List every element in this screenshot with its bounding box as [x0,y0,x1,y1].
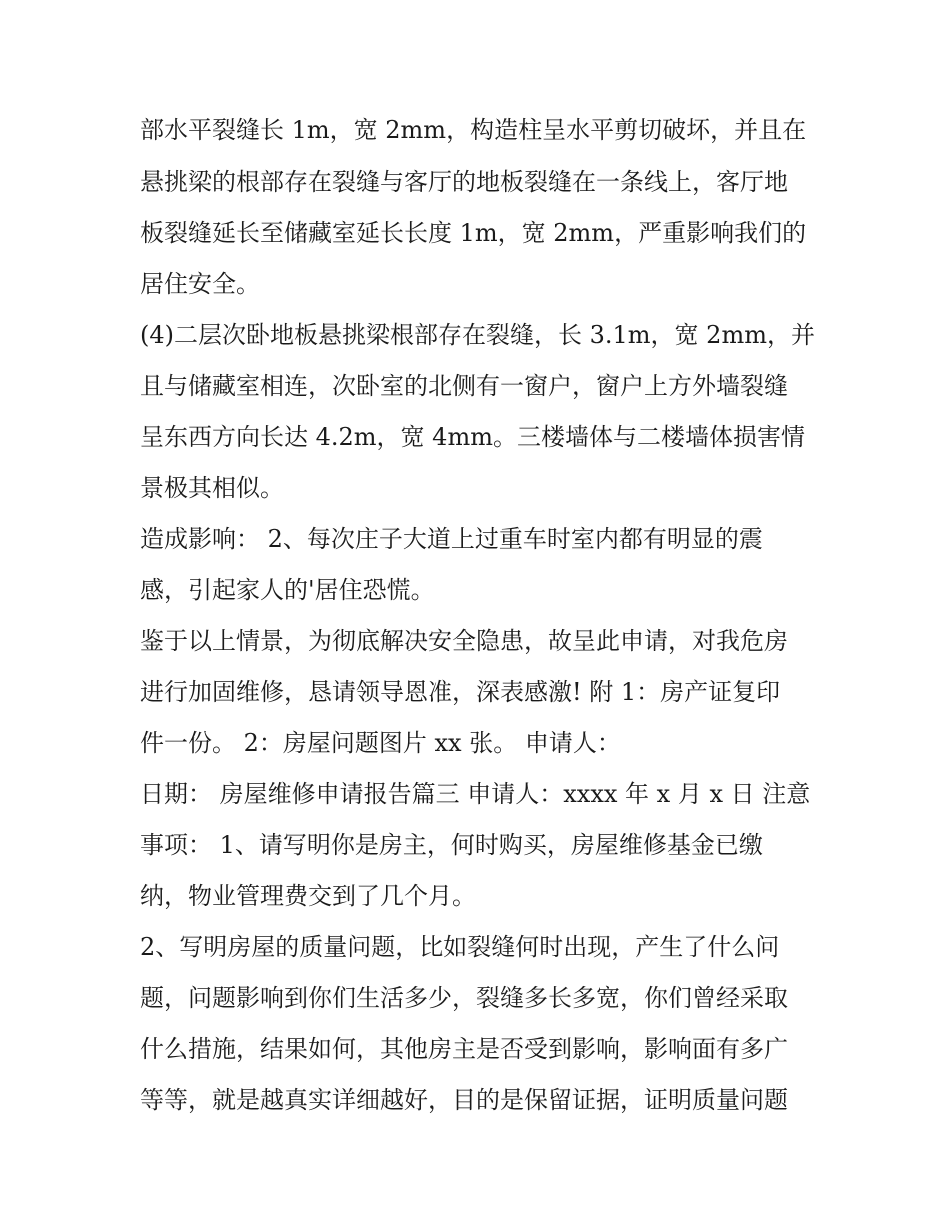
text-line: 景极其相似。 [140,474,284,502]
text-line: 什么措施，结果如何，其他房主是否受到影响，影响面有多广 [140,1035,788,1063]
text-line: 悬挑梁的根部存在裂缝与客厅的地板裂缝在一条线上，客厅地 [140,168,788,196]
text-line: (4)二层次卧地板悬挑梁根部存在裂缝，长 3.1m，宽 2mm，并 [140,321,815,349]
text-line: 题，问题影响到你们生活多少，裂缝多长多宽，你们曾经采取 [140,984,788,1012]
text-line: 部水平裂缝长 1m，宽 2mm，构造柱呈水平剪切破坏，并且在 [140,116,807,144]
text-line: 板裂缝延长至储藏室延长长度 1m，宽 2mm，严重影响我们的 [140,219,807,247]
text-line: 纳，物业管理费交到了几个月。 [140,882,476,910]
text-line: 2、写明房屋的质量问题，比如裂缝何时出现，产生了什么问 [140,933,780,961]
text-line: 造成影响： 2、每次庄子大道上过重车时室内都有明显的震 [140,525,763,553]
text-line: 事项： 1、请写明你是房主，何时购买，房屋维修基金已缴 [140,831,763,859]
text-line: 且与储藏室相连，次卧室的北侧有一窗户，窗户上方外墙裂缝 [140,372,788,400]
text-line: 日期： 房屋维修申请报告篇三 申请人：xxxx 年 x 月 x 日 注意 [140,780,811,808]
text-line: 件一份。 2：房屋问题图片 xx 张。 申请人： [140,729,621,757]
text-line: 呈东西方向长达 4.2m，宽 4mm。三楼墙体与二楼墙体损害情 [140,423,805,451]
text-line: 感，引起家人的'居住恐慌。 [140,576,435,604]
text-line: 鉴于以上情景，为彻底解决安全隐患，故呈此申请，对我危房 [140,627,788,655]
text-line: 居住安全。 [140,270,260,298]
text-line: 进行加固维修，恳请领导恩准，深表感激! 附 1：房产证复印 [140,678,781,706]
text-line: 等等，就是越真实详细越好，目的是保留证据，证明质量问题 [140,1086,788,1114]
